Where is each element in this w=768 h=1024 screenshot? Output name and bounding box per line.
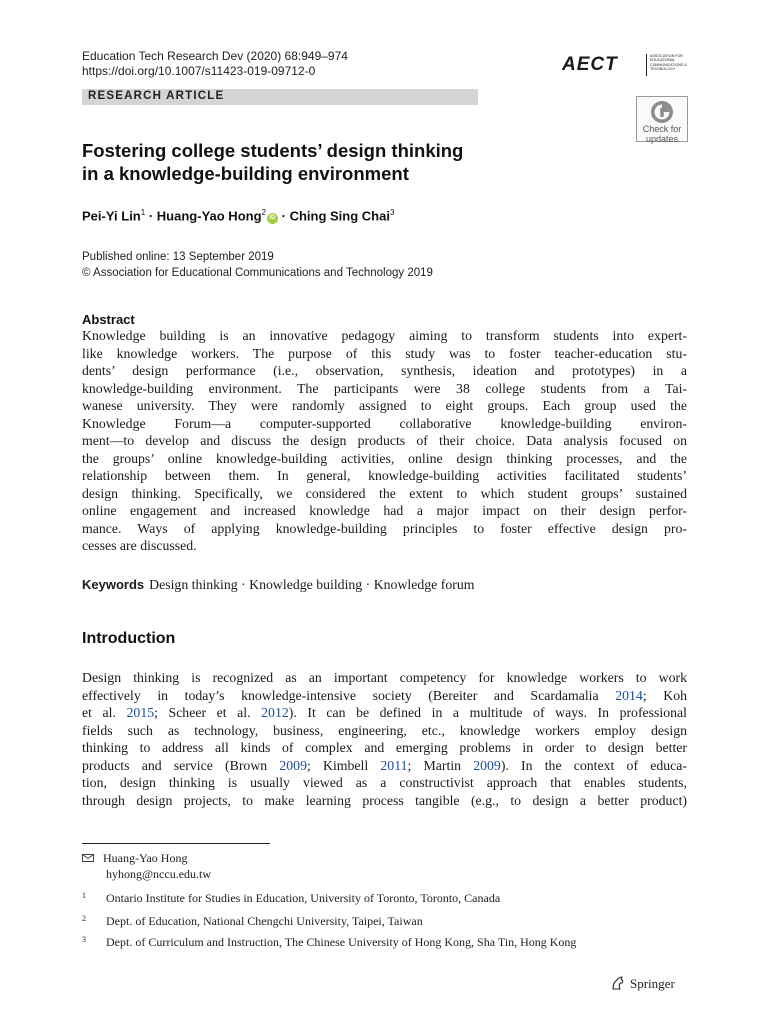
abstract-line: Knowledge building is an innovative pedagogy aiming to transform students into expert- [82,328,687,343]
check-updates-label-2: updates [645,134,679,144]
intro-line [82,757,687,775]
abstract-line: online engagement and increased knowledge had a major impact on their design perfor- [82,503,687,518]
intro-text: effectively in today’s knowledge-intensive society (Bereiter and Scardamalia [82,687,616,703]
check-updates-label: Check for [642,124,682,134]
citation-link[interactable]: 2014 [615,687,643,703]
footnote-mark: 3 [82,935,86,944]
intro-text: ; Martin [407,757,474,773]
intro-text: et al. [82,705,127,720]
orcid-icon[interactable]: iD [267,213,278,224]
article-title-line-1: Fostering college students’ design thinking [82,140,464,161]
intro-text: ; Koh [642,687,687,703]
abstract-line: knowledge-building environment. The participants were 38 college students from a Tai- [82,380,687,396]
abstract-line: like knowledge workers. The purpose of this study was to foster teacher-education stu- [82,345,687,361]
abstract-line: dents’ design performance (i.e., observation, synthesis, ideation and prototypes) in a [82,363,687,378]
abstract-line: ment—to develop and discuss the design products of their choice. Data analysis focused on [82,433,687,448]
author-list [82,208,394,224]
keywords [82,577,474,593]
corresponding-author [82,850,211,882]
abstract-line: mance. Ways of applying knowledge-building principles to foster effective design pro- [82,520,687,536]
keywords-label: Keywords [82,577,145,592]
aect-logo [562,54,690,80]
aect-logo-subtext: ASSOCIATION FOR EDUCATIONAL COMMUNICATIONS & TECHNOLOGY [650,54,687,71]
citation-link[interactable]: 2015 [126,705,155,720]
aect-logo-divider [646,54,647,76]
introduction-heading: Introduction [82,630,176,647]
author-name[interactable]: Huang-Yao Hong [156,208,262,224]
footnote-mark: 2 [82,914,86,923]
abstract-line: wanese university. They were randomly assigned to eight groups. Each group used the [82,398,687,413]
footnote-mark: 1 [82,891,86,900]
footnote-text: Dept. of Education, National Chengchi University, Taipei, Taiwan [106,914,423,928]
citation-link[interactable]: 2012 [261,705,289,720]
intro-text: ; Scheer et al. [154,705,262,720]
intro-text: ). In the context of educa- [500,757,687,773]
affiliation-mark: 2 [261,208,266,217]
abstract-body [82,327,687,555]
footnote-divider [82,843,270,844]
intro-line [82,687,687,705]
abstract-line: relationship between them. In general, knowledge-building activities facilitated students’ [82,468,687,483]
journal-reference [82,49,348,79]
introduction-body [82,669,687,809]
article-type-bar [82,89,478,105]
abstract-line: cesses are discussed. [82,538,197,553]
publication-info [82,250,433,281]
affiliation-footnote [82,935,576,950]
citation-link[interactable]: 2011 [380,757,408,773]
envelope-icon [82,854,94,862]
author-name[interactable]: Pei-Yi Lin [82,208,141,224]
check-for-updates-badge[interactable] [636,96,688,142]
copyright-notice: © Association for Educational Communications and Technology 2019 [82,266,433,279]
springer-horse-icon [610,975,626,991]
check-updates-icon [650,100,674,124]
keywords-text: Design thinking · Knowledge building · Knowledge forum [149,577,475,592]
abstract-line: Knowledge Forum—a computer-supported collaborative knowledge-building environ- [82,415,687,431]
citation-link[interactable]: 2009 [279,757,307,773]
affiliation-mark: 1 [140,208,146,217]
contact-email[interactable]: hyhong@nccu.edu.tw [106,867,212,881]
citation-link[interactable]: 2009 [473,757,501,773]
intro-line: thinking to address all kinds of complex and emerging problems in order to design better [82,740,687,755]
intro-line: through design projects, to make learning process tangible (e.g., to design a better product) [82,792,687,808]
footnote-text: Dept. of Curriculum and Instruction, The Chinese University of Hong Kong, Sha Tin, Hong Kong [106,935,577,949]
author-separator: · [148,208,154,224]
article-title [82,139,502,185]
doi-link[interactable]: https://doi.org/10.1007/s11423-019-09712-0 [82,64,316,78]
published-date: Published online: 13 September 2019 [82,251,274,263]
intro-line [82,704,687,722]
intro-text: ). It can be defined in a multitude of ways. In professional [288,705,688,720]
affiliation-mark: 3 [389,208,395,217]
intro-line: tion, design thinking is usually viewed as a constructivist approach that enables students, [82,775,687,790]
springer-wordmark: Springer [630,976,675,991]
abstract-heading: Abstract [82,312,135,327]
aect-logo-wordmark: AECT [562,54,618,75]
author-name[interactable]: Ching Sing Chai [289,208,390,224]
abstract-line: the groups’ online knowledge-building activities, online design thinking processes, and the [82,450,687,466]
springer-logo [610,975,675,992]
intro-text: products and service (Brown [82,757,280,773]
affiliation-footnote [82,891,500,906]
author-separator: · [281,208,286,224]
contact-name: Huang-Yao Hong [103,851,188,865]
intro-line: fields such as technology, business, engineering, etc., knowledge workers employ design [82,722,687,738]
article-title-line-2: in a knowledge-building environment [82,163,409,184]
journal-citation: Education Tech Research Dev (2020) 68:949–974 [82,49,348,63]
affiliation-footnote [82,914,423,929]
intro-text: ; Kimbell [306,757,381,773]
footnote-text: Ontario Institute for Studies in Education, University of Toronto, Toronto, Canada [106,891,501,905]
intro-line: Design thinking is recognized as an important competency for knowledge workers to work [82,670,687,685]
article-type-label: RESEARCH ARTICLE [88,90,225,102]
abstract-line: design thinking. Specifically, we considered the extent to which student groups’ sustained [82,485,687,501]
